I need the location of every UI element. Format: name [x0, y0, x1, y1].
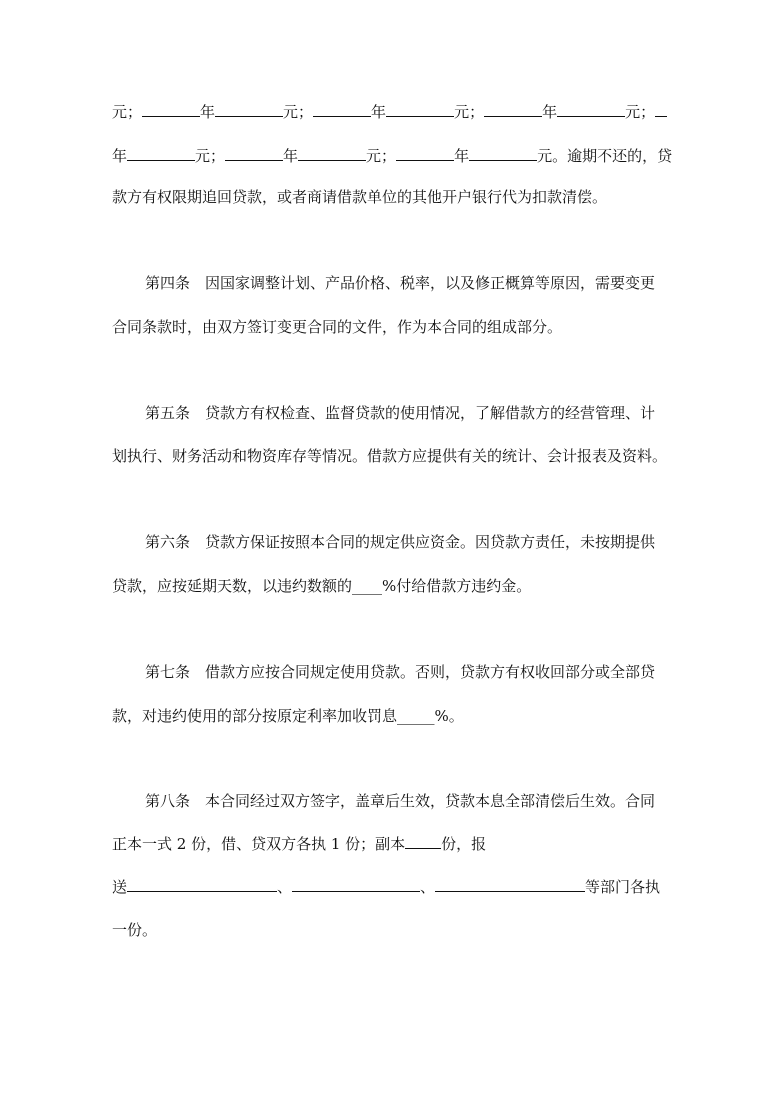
- text: 、: [277, 878, 293, 896]
- blank-amount: [127, 146, 195, 161]
- text: 份，报: [441, 835, 487, 853]
- text: 等部门各执: [585, 878, 661, 896]
- text: 年: [200, 103, 216, 121]
- blank-department-1: [127, 877, 277, 892]
- blank-year: [396, 146, 454, 161]
- blank-amount: [557, 102, 625, 117]
- blank-department-2: [292, 877, 420, 892]
- clause5-line-2: 划执行、财务活动和物资库存等情况。借款方应提供有关的统计、会计报表及资料。: [112, 447, 668, 465]
- blank-year: [313, 102, 371, 117]
- clause6-line-2: 贷款，应按延期天数，以违约数额的____%付给借款方违约金。: [112, 577, 532, 595]
- text: 元；: [112, 103, 143, 121]
- clause7-line-1: 第七条 借款方应按合同规定使用贷款。否则，贷款方有权收回部分或全部贷: [145, 663, 656, 681]
- blank-amount: [215, 102, 283, 117]
- clause3-line-2: [112, 145, 672, 167]
- blank-year: [484, 102, 542, 117]
- blank-year: [225, 146, 283, 161]
- clause8-line-3: [112, 876, 660, 898]
- text: 年: [542, 103, 558, 121]
- text: 元。逾期不还的，贷: [537, 147, 673, 165]
- clause3-line-3: 款方有权限期追回贷款，或者商请借款单位的其他开户银行代为扣款清偿。: [112, 188, 608, 206]
- text: 正本一式 2 份，借、贷双方各执 1 份；副本: [112, 835, 406, 853]
- clause8-line-1: 第八条 本合同经过双方签字，盖章后生效，贷款本息全部清偿后生效。合同: [145, 792, 656, 810]
- text: 年: [454, 147, 470, 165]
- text: 年: [283, 147, 299, 165]
- text: 元；: [366, 147, 397, 165]
- clause8-line-2: [112, 833, 486, 855]
- text: 送: [112, 878, 128, 896]
- blank-amount: [298, 146, 366, 161]
- clause3-line-1: [112, 101, 667, 123]
- text: 元；: [195, 147, 226, 165]
- blank-year: [142, 102, 200, 117]
- clause5-line-1: 第五条 贷款方有权检查、监督贷款的使用情况，了解借款方的经营管理、计: [145, 404, 656, 422]
- blank-department-3: [435, 877, 585, 892]
- blank-year: [655, 102, 667, 117]
- text: 年: [371, 103, 387, 121]
- clause4-line-1: 第四条 因国家调整计划、产品价格、税率，以及修正概算等原因，需要变更: [145, 274, 656, 292]
- clause6-line-1: 第六条 贷款方保证按照本合同的规定供应资金。因贷款方责任，未按期提供: [145, 533, 656, 551]
- text: 年: [112, 147, 128, 165]
- blank-amount: [469, 146, 537, 161]
- text: 元；: [625, 103, 656, 121]
- blank-copies: [405, 834, 441, 849]
- text: 元；: [454, 103, 485, 121]
- clause7-line-2: 款，对违约使用的部分按原定利率加收罚息_____%。: [112, 707, 464, 725]
- clause4-line-2: 合同条款时，由双方签订变更合同的文件，作为本合同的组成部分。: [112, 318, 563, 336]
- clause8-line-4: 一份。: [112, 921, 158, 939]
- blank-amount: [386, 102, 454, 117]
- text: 、: [420, 878, 436, 896]
- text: 元；: [283, 103, 314, 121]
